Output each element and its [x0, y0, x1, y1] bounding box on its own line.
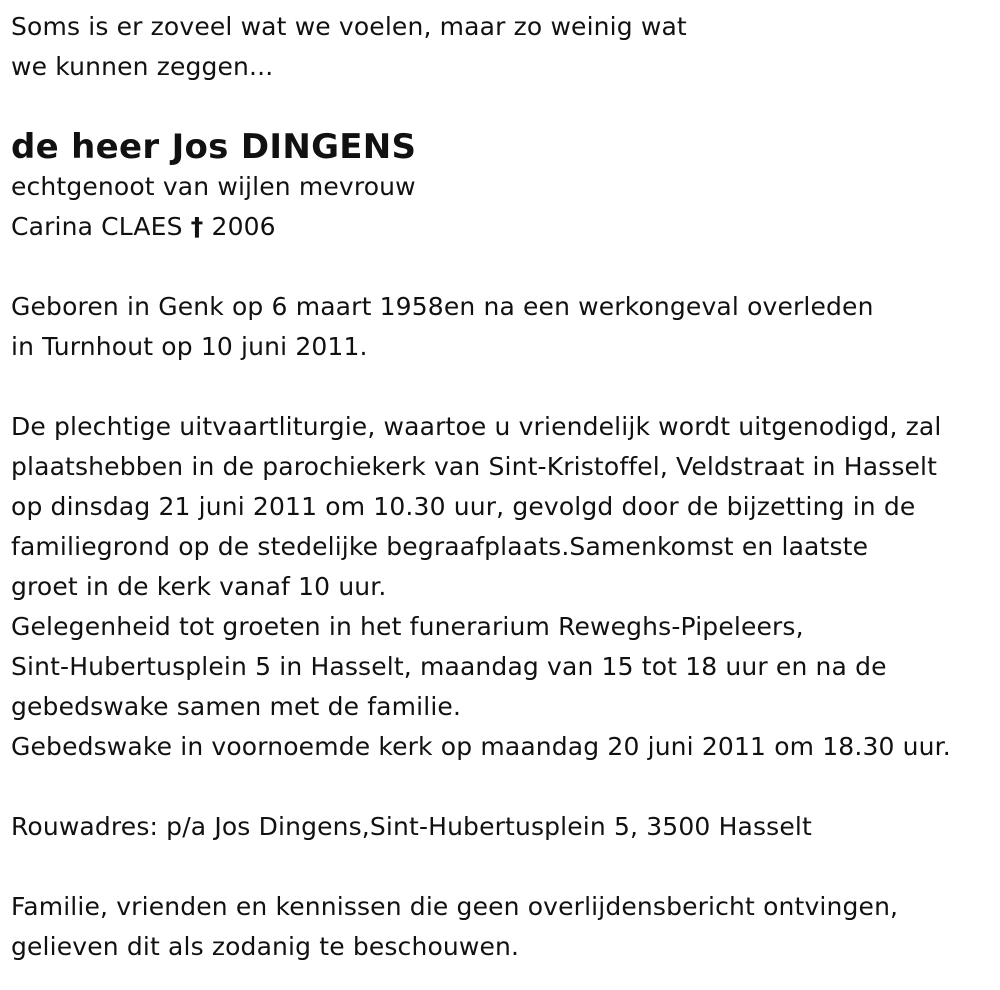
spouse-line-1: echtgenoot van wijlen mevrouw	[11, 172, 416, 201]
obituary-notice	[11, 7, 996, 967]
ceremony-line: groet in de kerk vanaf 10 uur.	[11, 572, 387, 601]
spacer	[11, 247, 996, 287]
spacer	[11, 87, 996, 127]
spouse-name: Carina CLAES	[11, 212, 183, 241]
ceremony-line: De plechtige uitvaartliturgie, waartoe u vriendelijk wordt uitgenodigd, zal	[11, 412, 942, 441]
birth-line-1: Geboren in Genk op 6 maart 1958en na een werkongeval overleden	[11, 292, 874, 321]
closing-line-1: Familie, vrienden en kennissen die geen overlijdensbericht ontvingen,	[11, 892, 899, 921]
spacer	[11, 367, 996, 407]
mourning-address: Rouwadres: p/a Jos Dingens,Sint-Hubertusplein 5, 3500 Hasselt	[11, 812, 812, 841]
spouse-line-2	[11, 207, 996, 247]
spouse-death-year: 2006	[211, 212, 276, 241]
closing-line-2: gelieven dit als zodanig te beschouwen.	[11, 932, 520, 961]
spacer	[11, 847, 996, 887]
ceremony-line: plaatshebben in de parochiekerk van Sint-Kristoffel, Veldstraat in Hasselt	[11, 452, 938, 481]
ceremony-line: Gelegenheid tot groeten in het funerarium Reweghs-Pipeleers,	[11, 612, 804, 641]
ceremony-line: Sint-Hubertusplein 5 in Hasselt, maandag van 15 tot 18 uur en na de	[11, 652, 887, 681]
ceremony-line: Gebedswake in voornoemde kerk op maandag 20 juni 2011 om 18.30 uur.	[11, 732, 951, 761]
cross-icon: †	[190, 212, 204, 241]
spacer	[11, 767, 996, 807]
ceremony-line: op dinsdag 21 juni 2011 om 10.30 uur, gevolgd door de bijzetting in de	[11, 492, 916, 521]
intro-line-2: we kunnen zeggen...	[11, 52, 274, 81]
deceased-name: de heer Jos DINGENS	[11, 127, 417, 167]
ceremony-line: familiegrond op de stedelijke begraafplaats.Samenkomst en laatste	[11, 532, 869, 561]
ceremony-line: gebedswake samen met de familie.	[11, 692, 462, 721]
birth-line-2: in Turnhout op 10 juni 2011.	[11, 332, 368, 361]
intro-line-1: Soms is er zoveel wat we voelen, maar zo weinig wat	[11, 12, 687, 41]
